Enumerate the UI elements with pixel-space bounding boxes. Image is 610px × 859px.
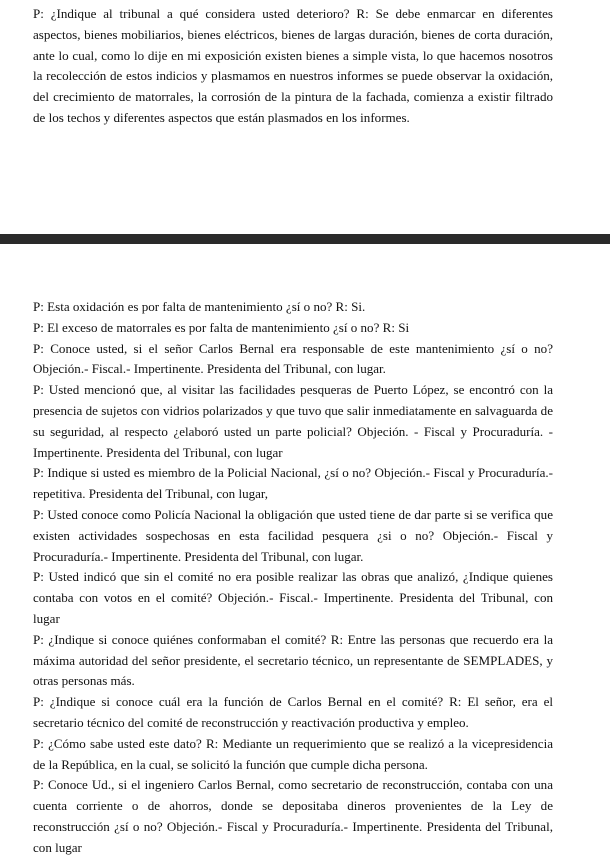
- bernal-function-paragraph: P: ¿Indique si conoce cuál era la función de Carlos Bernal en el comité? R: El señor, era el secretario técnico del comité de reconstrucción y reactivación productiva y empleo.: [33, 694, 553, 730]
- police-obligation-paragraph: P: Usted conoce como Policía Nacional la obligación que usted tiene de dar parte si se verifica que existen actividades sospechosas en esta facilidad pesquera ¿si o no? Objeción.- Fiscal y Procuraduría.- Impertinente. Presidenta del Tribunal, con lugar.: [33, 506, 553, 564]
- committee-votes-paragraph: P: Usted indicó que sin el comité no era posible realizar las obras que analizó, ¿Indique quienes contaba con votos en el comité? Objeción.- Fiscal.- Impertinente. Presidenta del Tribunal, con lugar: [33, 569, 553, 626]
- oxidation-question-paragraph: P: Esta oxidación es por falta de mantenimiento ¿sí o no? R: Si.: [33, 299, 366, 314]
- police-report-paragraph: P: Usted mencionó que, al visitar las facilidades pesqueras de Puerto López, se encontró con la presencia de sujetos con vidrios polarizados y que tuvo que salir inmediatamente en salvaguarda de su seguridad, al respecto ¿elaboró usted un parte policial? Objeción. - Fiscal y Procuraduría. - Impertinente. Presidenta del Tribunal, con lugar: [33, 382, 553, 460]
- bottom-page-text: [0, 297, 610, 859]
- deterioration-answer-paragraph: P: ¿Indique al tribunal a qué considera usted deterioro? R: Se debe enmarcar en diferentes aspectos, bienes mobiliarios, bienes eléctricos, bienes de largas duración, bienes de corta duración, ante lo cual, como lo dije en mi exposición existen bienes a simple vista, lo que hacemos nosotros la recolección de estos indicios y plasmamos en nuestros informes se puede observar la oxidación, del crecimiento de matorrales, la corrosión de la pintura de la fachada, comienza a existir filtrado de los techos y diferentes aspectos que están plasmados en los informes.: [33, 6, 553, 125]
- police-membership-paragraph: P: Indique si usted es miembro de la Policial Nacional, ¿sí o no? Objeción.- Fiscal y Procuraduría.- repetitiva. Presidenta del Tribunal, con lugar,: [33, 465, 553, 502]
- data-source-paragraph: P: ¿Cómo sabe usted este dato? R: Mediante un requerimiento que se realizó a la vicepresidencia de la República, en la cual, se solicitó la función que cumple dicha persona.: [33, 735, 553, 772]
- page-divider: [0, 234, 610, 244]
- matorrales-question-paragraph: P: El exceso de matorrales es por falta de mantenimiento ¿sí o no? R: Si: [33, 319, 410, 335]
- top-page-text: [0, 4, 610, 129]
- bank-account-paragraph: P: Conoce Ud., si el ingeniero Carlos Bernal, como secretario de reconstrucción, contaba con una cuenta corriente o de ahorros, donde se depositaba dineros provenientes de la Ley de reconstrucción ¿sí o no? Objeción.- Fiscal y Procuraduría.- Impertinente. Presidenta del Tribunal, con lugar: [33, 777, 553, 855]
- maintenance-responsibility-paragraph: P: Conoce usted, si el señor Carlos Bernal era responsable de este mantenimiento ¿sí o no? Objeción.- Fiscal.- Impertinente. Presidenta del Tribunal, con lugar.: [33, 340, 553, 377]
- committee-members-paragraph: P: ¿Indique si conoce quiénes conformaban el comité? R: Entre las personas que recuerdo era la máxima autoridad del señor presidente, el secretario técnico, un representante de SEMPLADES, y otras personas más.: [33, 631, 553, 689]
